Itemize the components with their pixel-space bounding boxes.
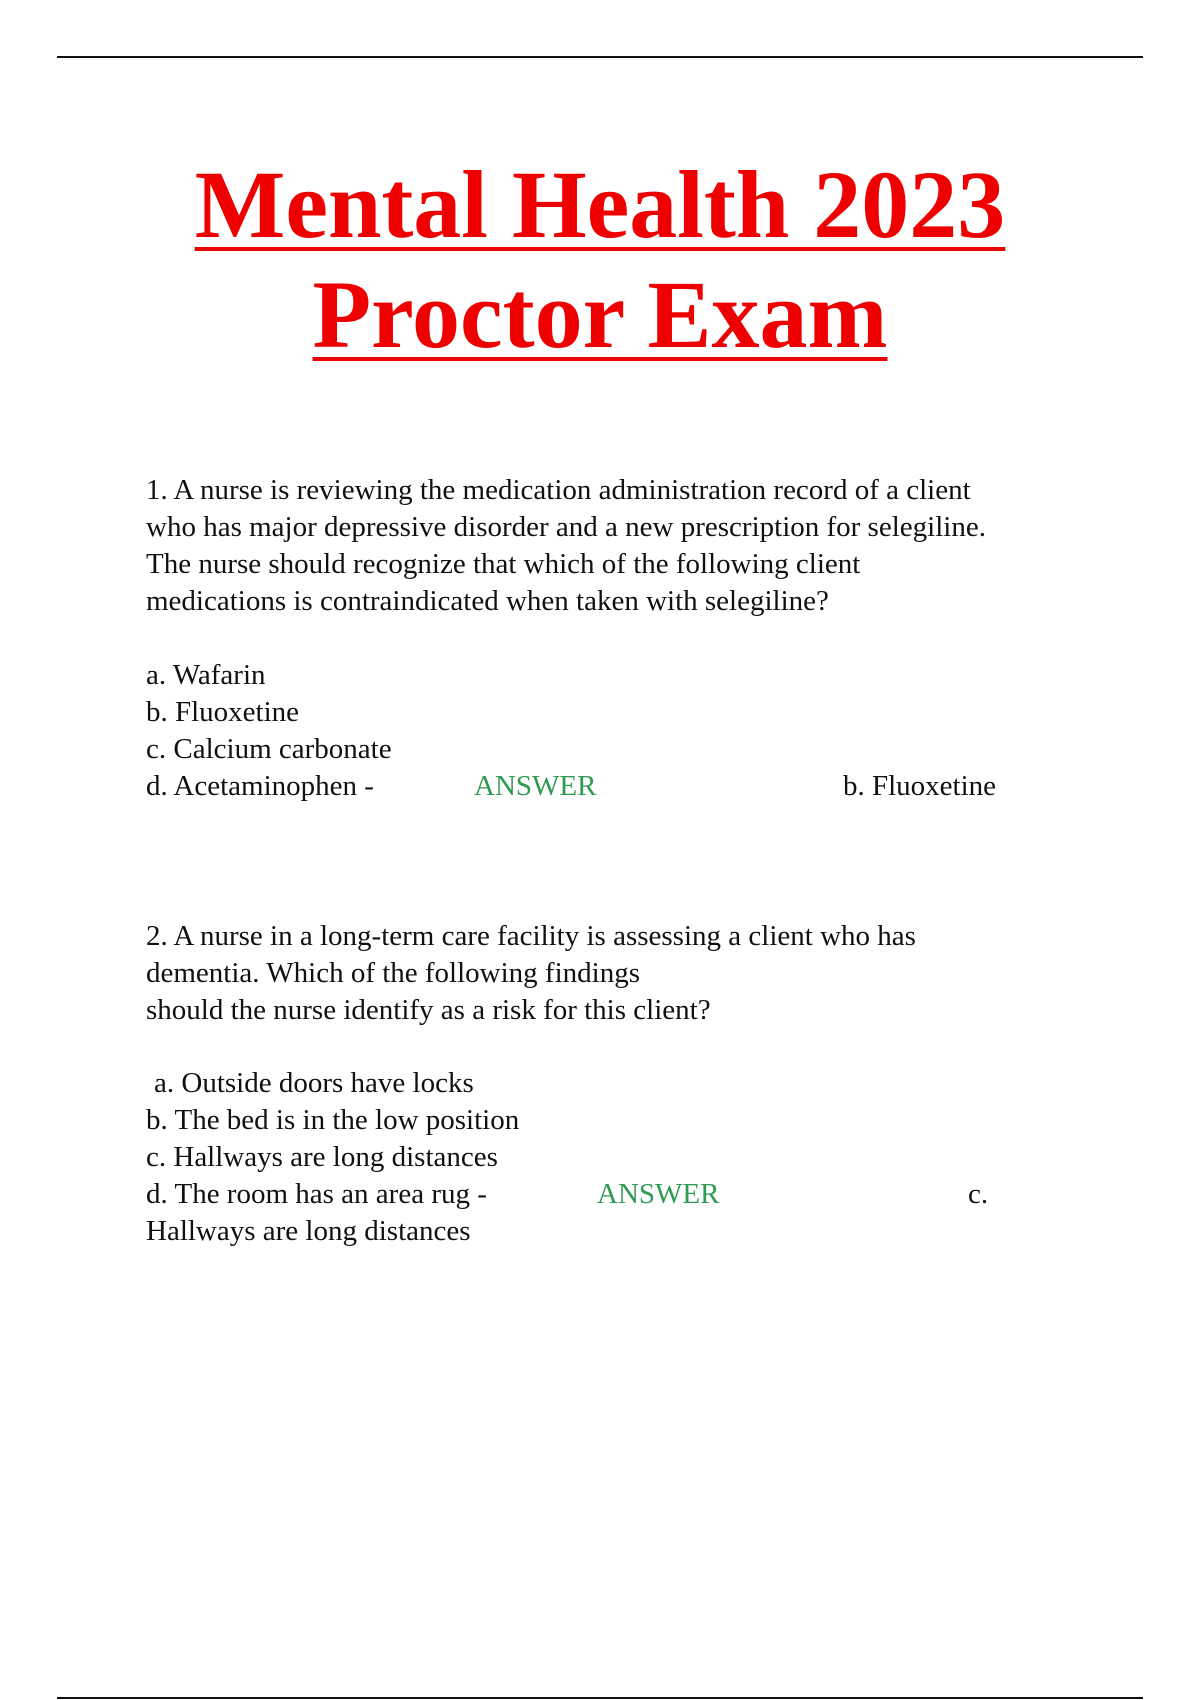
title-line-1: Mental Health 2023 [194,151,1006,258]
title-line-2: Proctor Exam [312,261,888,368]
option-a: a. Wafarin [146,659,266,691]
options-list [146,1065,1106,1213]
option-c: c. Calcium carbonate [146,733,392,765]
option-c: c. Hallways are long distances [146,1141,498,1173]
option-d-row [146,768,1106,805]
option-a: a. Outside doors have locks [154,1067,474,1099]
answer-label: ANSWER [474,770,597,802]
top-rule [57,56,1143,58]
question-2 [146,918,1106,1250]
answer-continuation: Hallways are long distances [146,1215,471,1247]
options-list [146,657,1106,805]
document-title [0,150,1200,370]
answer-value: c. [968,1178,989,1210]
answer-label: ANSWER [597,1178,720,1210]
option-d: d. Acetaminophen - [146,770,374,802]
question-1 [146,472,1106,805]
answer-value: b. Fluoxetine [843,770,997,802]
question-stem: 2. A nurse in a long-term care facility is assessing a client who has dementia. Which of the following findings should the nurse identify as a risk for this client? [146,920,916,1026]
bottom-rule [57,1697,1143,1699]
option-b: b. The bed is in the low position [146,1104,520,1136]
option-d-row [146,1176,1106,1213]
option-d: d. The room has an area rug - [146,1178,487,1210]
option-b: b. Fluoxetine [146,696,300,728]
question-stem: 1. A nurse is reviewing the medication administration record of a client who has major depressive disorder and a new prescription for selegiline. The nurse should recognize that which of the following client medications is contraindicated when taken with selegiline? [146,474,986,617]
